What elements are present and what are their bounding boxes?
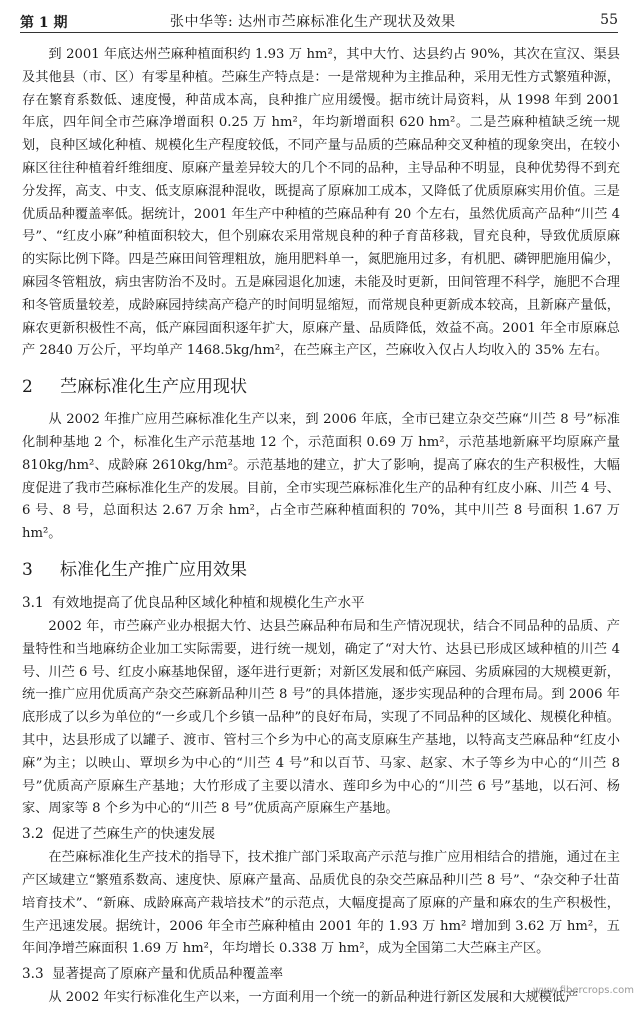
subsection-3-2-heading bbox=[22, 823, 620, 845]
running-title: 张中华等: 达州市苎麻标准化生产现状及效果 bbox=[170, 14, 456, 30]
subsection-3-2-number: 3.2 bbox=[22, 826, 44, 843]
section-3-heading bbox=[22, 558, 620, 582]
subsection-3-2-paragraph: 在苎麻标准化生产技术的指导下，技术推广部门采取高产示范与推广应用相结合的措施，通过在主产区域建立“繁殖系数高、速度快、原麻产量高、品质优良的杂交苎麻品种川苎 8 号”、“杂交种子壮苗培育技术”、“新麻、成龄麻高产栽培技术”的示范点，大幅度提高了原麻的产量和麻农的生产积极性，生产迅速发展。据统计，2006 年全市苎麻种植由 2001 年的 1.93 万 hm² 增加到 3.62 万 hm²，五年间净增苎麻面积 1.69 万 hm²，年均增长 0.338 万 hm²，成为全国第二大苎麻主产区。 bbox=[22, 850, 620, 957]
section-2-paragraph: 从 2002 年推广应用苎麻标准化生产以来，到 2006 年底，全市已建立杂交苎麻“川苎 8 号”标准化制种基地 2 个，标准化生产示范基地 12 个，示范面积 0.69 万 hm²，示范基地新麻平均原麻产量 810kg/hm²、成龄麻 2610kg/hm²。示范基地的建立，扩大了影响，提高了麻农的生产积极性，大幅度促进了我市苎麻标准化生产的发展。目前，全市实现苎麻标准化生产的品种有红皮小麻、川苎 4 号、6 号、8 号，总面积达 2.67 万余 hm²，占全市苎麻种植面积的 70%，其中川苎 8 号面积 1.67 万 hm²。 bbox=[22, 412, 620, 542]
article-body bbox=[22, 44, 620, 1010]
subsection-3-3-heading bbox=[22, 963, 620, 985]
issue-number: 第 1 期 bbox=[20, 15, 68, 31]
subsection-3-1-number: 3.1 bbox=[22, 594, 44, 611]
section-2-number: 2 bbox=[22, 377, 33, 398]
subsection-3-3-number: 3.3 bbox=[22, 966, 44, 983]
section-3-title: 标准化生产推广应用效果 bbox=[60, 559, 247, 580]
section-2-title: 苎麻标准化生产应用现状 bbox=[60, 377, 247, 398]
watermark: www.fibercrops.com bbox=[532, 985, 634, 996]
page-number: 55 bbox=[600, 12, 618, 28]
subsection-3-1-paragraph: 2002 年，市苎麻产业办根据大竹、达县苎麻品种布局和生产情况现状，结合不同品种的品质、产量特性和当地麻纺企业加工实际需要，进行统一规划，确定了“对大竹、达县已形成区域种植的川苎 4 号、川苎 6 号、红皮小麻基地保留，逐年进行更新；对新区发展和低产麻园、劣质麻园的大规模更新，统一推广应用优质高产杂交苎麻新品种川苎 8 号”的具体措施，逐步实现品种的合理布局。到 2006 年底形成了以乡为单位的“一乡或几个乡镇一品种”的良好布局，实现了不同品种的区域化、规模化种植。其中，达县形成了以罐子、渡市、管村三个乡为中心的高支原麻生产基地，以特高支苎麻品种“红皮小麻”为主；以映山、覃坝乡为中心的“川苎 4 号”和以百节、马家、赵家、木子等乡为中心的“川苎 8 号”优质高产原麻生产基地；大竹形成了主要以清水、莲印乡为中心的“川苎 6 号”基地，以石河、杨家、周家等 8 个乡为中心的“川苎 8 号”优质高产原麻生产基地。 bbox=[22, 618, 620, 817]
subsection-3-2-title: 促进了苎麻生产的快速发展 bbox=[52, 826, 216, 843]
intro-paragraph: 到 2001 年底达州苎麻种植面积约 1.93 万 hm²，其中大竹、达县约占 90%，其次在宣汉、渠县及其他县（市、区）有零星种植。苎麻生产特点是：一是常规种为主推品种，采用无性方式繁殖种源，存在繁育系数低、速度慢，种苗成本高，良种推广应用缓慢。据市统计局资料，从 1998 年到 2001 年底，四年间全市苎麻净增面积 0.25 万 hm²，年均新增面积 620 hm²。二是苎麻种植缺乏统一规划，良种区域化种植、规模化生产程度较低，不同产量与品质的苎麻品种交叉种植的现象突出，在较小麻区往往种植着纤维细度、原麻产量差异较大的几个不同的品种，主导品种不明显，良种优势得不到充分发挥，高支、中支、低支原麻混种混收，既提高了原麻加工成本，又降低了优质原麻实用价值。三是优质品种覆盖率低。据统计，2001 年生产中种植的苎麻品种有 20 个左右，虽然优质高产品种“川苎 4 号”、“红皮小麻”种植面积较大，但个别麻农采用常规良种的种子育苗移栽，冒充良种，导致优质原麻的实际比例下降。四是苎麻田间管理粗放，施用肥料单一，氮肥施用过多，有机肥、磷钾肥施用偏少，麻园冬管粗放，病虫害防治不及时。五是麻园退化加速，未能及时更新，田间管理不科学，施肥不合理和冬管质量较差，成龄麻园持续高产稳产的时间明显缩短，而常规良种更新成本较高，且新麻产量低，麻农更新积极性不高，低产麻园面积逐年扩大，原麻产量、品质降低，效益不高。2001 年全市原麻总产 2840 万公斤，平均单产 1468.5kg/hm²，在苎麻主产区，苎麻收入仅占人均收入的 35% 左右。 bbox=[22, 47, 620, 359]
section-2-heading bbox=[22, 375, 620, 399]
section-3-number: 3 bbox=[22, 559, 33, 580]
subsection-3-3-title: 显著提高了原麻产量和优质品种覆盖率 bbox=[52, 966, 284, 983]
subsection-3-1-title: 有效地提高了优良品种区域化种植和规模化生产水平 bbox=[52, 594, 365, 611]
subsection-3-1-heading bbox=[22, 592, 620, 614]
subsection-3-3-paragraph: 从 2002 年实行标准化生产以来，一方面利用一个统一的新品种进行新区发展和大规模低产 bbox=[48, 990, 579, 1006]
page-header bbox=[20, 8, 618, 33]
